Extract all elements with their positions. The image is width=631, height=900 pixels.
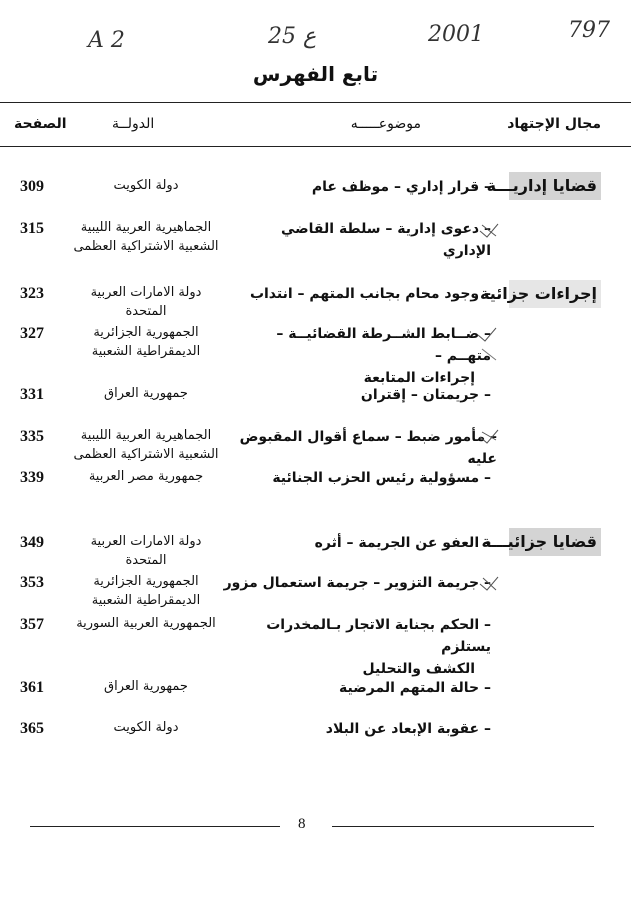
row-country: الجمهورية الجزائرية الديمقراطية الشعبية <box>91 574 201 608</box>
row-topic: – قرار إداري – موظف عام <box>311 179 491 195</box>
category-criminal: قضايا جزائيـــة <box>509 526 601 558</box>
header-topic: موضوعـــــه <box>350 116 421 132</box>
footer-rule-right <box>332 826 594 827</box>
row-page: 309 <box>20 178 44 195</box>
row-page: 327 <box>20 325 44 342</box>
check-mark-icon <box>478 222 500 240</box>
header-country: الدولــة <box>112 116 155 132</box>
row-country: جمهورية العراق <box>104 679 188 694</box>
row-page: 315 <box>20 220 44 237</box>
row-page: 365 <box>20 720 44 737</box>
row-topic: – مأمور ضبط – سماع أقوال المقبوض عليه <box>239 429 497 467</box>
row-page: 339 <box>20 469 44 486</box>
row-page: 335 <box>20 428 44 445</box>
row-page: 361 <box>20 679 44 696</box>
row-country: جمهورية العراق <box>104 386 188 401</box>
row-country: جمهورية مصر العربية <box>88 469 204 484</box>
row-country: دولة الامارات العربية المتحدة <box>90 534 202 568</box>
footer-rule-left <box>30 826 280 827</box>
row-page: 357 <box>20 616 44 633</box>
check-mark-icon <box>476 326 498 344</box>
check-mark-icon <box>478 575 500 593</box>
row-country: دولة الامارات العربية المتحدة <box>90 285 202 319</box>
row-page: 353 <box>20 574 44 591</box>
row-topic: – وجود محام بجانب المتهم – انتداب <box>249 286 491 302</box>
row-topic: – مسؤولية رئيس الحزب الجنائية <box>272 470 491 486</box>
check-mark-icon <box>478 428 500 446</box>
row-topic: – عقوبة الإبعاد عن البلاد <box>325 721 491 737</box>
header-top-rule <box>0 102 631 103</box>
header-field: مجال الإجتهاد <box>507 116 601 132</box>
row-country: دولة الكويت <box>113 720 179 735</box>
row-country: الجمهورية الجزائرية الديمقراطية الشعبية <box>91 325 201 359</box>
row-topic: – الحكم بجناية الاتجار بـالمخدرات يستلزم الكشف والتحليل <box>266 617 491 677</box>
row-country: الجمهورية العربية السورية <box>76 616 216 631</box>
handwritten-corner-number: 797 <box>568 18 610 43</box>
row-topic: – حالة المتهم المرضية <box>339 680 491 696</box>
row-topic: – ضــابط الشــرطة القضائيــة – متهــم – إجراءات المتابعة <box>276 326 491 386</box>
header-page: الصفحة <box>14 116 67 132</box>
handwritten-date: 2001 <box>428 22 484 47</box>
header-bottom-rule <box>0 146 631 147</box>
page-title: تابع الفهرس <box>252 62 379 86</box>
row-topic: – دعوى إدارية – سلطة القاضي الإداري <box>280 221 491 259</box>
category-admin: قضايا إداريـــة <box>509 170 601 202</box>
row-page: 331 <box>20 386 44 403</box>
row-page: 349 <box>20 534 44 551</box>
row-country: دولة الكويت <box>113 178 179 193</box>
check-mark-icon <box>478 346 500 364</box>
page-number: 8 <box>298 816 306 832</box>
row-topic: – العفو عن الجريمة – أثره <box>314 535 491 551</box>
row-topic: – جريمة التزوير – جريمة استعمال مزور <box>223 575 491 591</box>
handwritten-note-left: A 2 <box>88 28 125 53</box>
handwritten-note-center: 25 ع <box>268 24 317 49</box>
row-country: الجماهيرية العربية الليبية الشعبية الاشتراكية العظمى <box>73 220 219 254</box>
row-country: الجماهيرية العربية الليبية الشعبية الاشتراكية العظمى <box>73 428 219 462</box>
row-page: 323 <box>20 285 44 302</box>
row-topic: – جريمتان – إقتران <box>360 387 491 403</box>
category-procedures: إجراءات جزائية <box>509 278 601 310</box>
